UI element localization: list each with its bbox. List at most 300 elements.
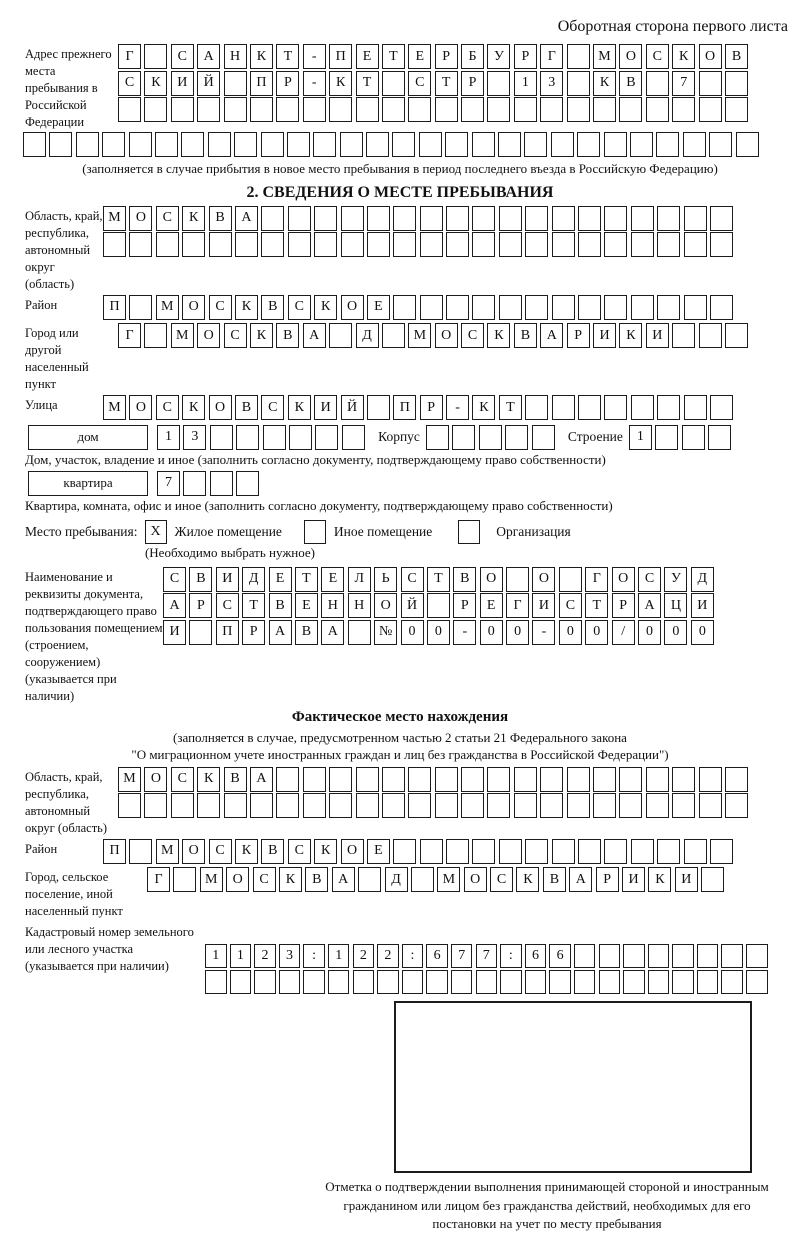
char-cell: Р [435,44,458,69]
char-cell [236,425,259,450]
char-cell [420,839,443,864]
char-cell [313,132,336,157]
char-cell [631,232,654,257]
char-cell: Н [348,593,371,618]
char-cell: К [314,295,337,320]
char-cell [472,295,495,320]
char-cell [525,206,548,231]
char-cell [593,97,616,122]
document-block [0,567,800,705]
char-cell [646,793,669,818]
char-cell [382,323,405,348]
char-cell [287,132,310,157]
char-cell [672,970,694,994]
char-cell: Е [367,839,390,864]
char-cell [697,970,719,994]
char-cell [623,970,645,994]
cadastral-label: Кадастровый номер земельного или лесного участка (указывается при наличии) [25,925,194,973]
char-cell: 6 [549,944,571,968]
checkbox-zhiloe: X [145,520,167,544]
prev-address-rows [118,44,751,124]
char-cell [452,425,475,450]
char-cell [235,232,258,257]
char-cell [382,71,405,96]
char-cell [276,793,299,818]
char-cell [144,97,167,122]
char-cell: Б [461,44,484,69]
char-cell [514,793,537,818]
char-cell [103,232,126,257]
char-cell: И [646,323,669,348]
char-cell: 0 [480,620,503,645]
char-cell: 3 [183,425,206,450]
char-cell [540,767,563,792]
char-cell [353,970,375,994]
char-cell [736,132,759,157]
char-cell: С [288,839,311,864]
confirmation-caption: Отметка о подтверждении выполнения принимающей стороной и иностранным гражданином или лицом без гражданства действий, необходимых для его постановки на учет по месту пребывания [325,1179,769,1231]
char-cell [721,970,743,994]
char-cell: Р [596,867,619,892]
cell-row [103,395,736,420]
stay-type-row [0,520,800,544]
char-cell [171,97,194,122]
char-cell [472,132,495,157]
char-cell [144,44,167,69]
city-label: Город или другой населенный пункт [25,326,89,391]
section2-header: 2. СВЕДЕНИЯ О МЕСТЕ ПРЕБЫВАНИЯ [246,183,554,201]
char-cell: В [209,206,232,231]
char-cell [710,295,733,320]
char-cell [102,132,125,157]
char-cell: В [619,71,642,96]
char-cell [144,323,167,348]
char-cell: И [593,323,616,348]
char-cell: Й [341,395,364,420]
char-cell [392,132,415,157]
char-cell [725,793,748,818]
char-cell: Ц [664,593,687,618]
char-cell: Г [118,44,141,69]
char-cell [684,232,707,257]
char-cell [672,793,695,818]
region-label: Область, край, республика, автономный округ (область) [25,208,103,291]
char-cell [619,97,642,122]
actual-district-label: Район [25,841,58,856]
char-cell [263,425,286,450]
char-cell [721,944,743,968]
char-cell [604,232,627,257]
actual-district-block [0,839,800,866]
char-cell [672,944,694,968]
option-zhiloe-label: Жилое помещение [174,523,282,539]
char-cell: К [182,206,205,231]
char-cell: - [453,620,476,645]
cell-row [118,97,751,122]
char-cell: 1 [328,944,350,968]
cell-row [118,44,751,69]
region-rows [103,206,736,259]
cell-row [163,567,717,592]
char-cell: 0 [585,620,608,645]
char-cell [567,97,590,122]
char-cell [261,232,284,257]
char-cell [499,839,522,864]
char-cell: Д [242,567,265,592]
char-cell [356,793,379,818]
char-cell: И [532,593,555,618]
char-cell [210,471,233,496]
char-cell: 0 [506,620,529,645]
cell-row [118,323,751,348]
char-cell: О [226,867,249,892]
char-cell [567,767,590,792]
char-cell [631,206,654,231]
char-cell: О [182,839,205,864]
char-cell [567,44,590,69]
char-cell: Н [224,44,247,69]
char-cell [578,839,601,864]
char-cell [648,944,670,968]
char-cell [701,867,724,892]
char-cell [525,395,548,420]
char-cell [348,620,371,645]
char-cell [315,425,338,450]
char-cell [578,206,601,231]
char-cell [684,295,707,320]
char-cell [559,567,582,592]
char-cell [656,132,679,157]
char-cell: С [408,71,431,96]
char-cell: К [672,44,695,69]
char-cell [657,839,680,864]
char-cell: К [487,323,510,348]
char-cell [630,132,653,157]
district-block [0,295,800,322]
char-cell [23,132,46,157]
char-cell [303,793,326,818]
char-cell: Г [506,593,529,618]
char-cell: В [189,567,212,592]
char-cell [499,206,522,231]
char-cell [623,944,645,968]
char-cell [725,97,748,122]
stroenie-label: Строение [567,429,623,444]
stay-type-label: Место пребывания: [25,523,138,539]
char-cell [393,232,416,257]
char-cell: 1 [205,944,227,968]
char-cell [426,425,449,450]
char-cell: Д [691,567,714,592]
char-cell [479,425,502,450]
char-cell [446,232,469,257]
char-cell [234,132,257,157]
char-cell: 3 [540,71,563,96]
char-cell [574,970,596,994]
char-cell: О [464,867,487,892]
char-cell: С [118,71,141,96]
char-cell [549,970,571,994]
checkbox-inoe [304,520,326,544]
char-cell: С [253,867,276,892]
char-cell [303,767,326,792]
char-cell [411,867,434,892]
char-cell [725,767,748,792]
char-cell [604,132,627,157]
char-cell [435,97,458,122]
char-cell: 7 [451,944,473,968]
char-cell [314,206,337,231]
cell-row [23,132,762,157]
char-cell [708,425,731,450]
char-cell: А [540,323,563,348]
char-cell: Т [382,44,405,69]
korpus-cells [426,425,558,450]
char-cell [672,323,695,348]
char-cell [577,132,600,157]
document-rows [163,567,717,647]
char-cell [367,232,390,257]
confirmation-stamp-box [394,1001,752,1173]
char-cell: О [129,395,152,420]
char-cell: В [725,44,748,69]
char-cell: С [209,295,232,320]
char-cell: В [295,620,318,645]
char-cell: - [303,71,326,96]
char-cell: Т [295,567,318,592]
char-cell [461,97,484,122]
city-block [0,323,800,393]
char-cell: О [341,839,364,864]
char-cell [599,944,621,968]
cadastral-block [0,922,800,995]
checkbox-organizacia [458,520,480,544]
char-cell [382,767,405,792]
char-cell: Т [276,44,299,69]
char-cell [426,970,448,994]
char-cell: 6 [525,944,547,968]
char-cell: Г [540,44,563,69]
char-cell [329,767,352,792]
actual-region-block [0,767,800,837]
char-cell [655,425,678,450]
char-cell [254,970,276,994]
actual-location-header: Фактическое место нахождения [291,708,509,725]
apartment-box: квартира [28,471,148,496]
char-cell [567,71,590,96]
char-cell [328,970,350,994]
char-cell [144,793,167,818]
char-cell: Р [514,44,537,69]
page-title: Оборотная сторона первого листа [557,18,788,35]
char-cell: В [224,767,247,792]
char-cell [276,767,299,792]
prev-address-block [0,44,800,131]
char-cell [525,232,548,257]
char-cell [356,97,379,122]
char-cell [657,295,680,320]
char-cell: Т [356,71,379,96]
char-cell: Р [276,71,299,96]
char-cell [540,97,563,122]
char-cell [684,395,707,420]
char-cell [532,425,555,450]
char-cell [197,97,220,122]
char-cell [657,232,680,257]
char-cell [525,295,548,320]
char-cell: С [216,593,239,618]
apartment-cells [157,471,263,496]
char-cell: О [532,567,555,592]
char-cell: С [490,867,513,892]
char-cell [129,839,152,864]
char-cell: 7 [476,944,498,968]
cadastral-rows [205,922,771,995]
char-cell [746,944,768,968]
char-cell: В [543,867,566,892]
char-cell: 0 [638,620,661,645]
actual-city-label: Город, сельское поселение, иной населенный пункт [25,870,123,918]
char-cell: М [118,767,141,792]
char-cell [427,593,450,618]
char-cell [393,295,416,320]
char-cell: : [500,944,522,968]
cell-row [163,620,717,645]
char-cell [699,71,722,96]
cell-row [103,206,736,231]
char-cell: № [374,620,397,645]
char-cell [288,232,311,257]
char-cell: А [269,620,292,645]
char-cell [276,97,299,122]
char-cell [289,425,312,450]
char-cell: 2 [353,944,375,968]
char-cell [329,97,352,122]
char-cell: К [250,323,273,348]
char-cell: Р [242,620,265,645]
char-cell: К [329,71,352,96]
char-cell [445,132,468,157]
char-cell [487,97,510,122]
char-cell: К [250,44,273,69]
char-cell [303,970,325,994]
char-cell [604,839,627,864]
char-cell: Д [385,867,408,892]
char-cell: О [480,567,503,592]
char-cell: О [435,323,458,348]
char-cell [461,767,484,792]
char-cell [382,793,405,818]
char-cell: Е [408,44,431,69]
char-cell [341,206,364,231]
char-cell: А [235,206,258,231]
char-cell: К [144,71,167,96]
char-cell: У [487,44,510,69]
char-cell: / [612,620,635,645]
char-cell: П [103,839,126,864]
char-cell [419,132,442,157]
char-cell [367,206,390,231]
char-cell: 2 [377,944,399,968]
char-cell [210,425,233,450]
char-cell [710,206,733,231]
char-cell: Г [118,323,141,348]
char-cell: А [321,620,344,645]
char-cell: И [163,620,186,645]
char-cell [420,295,443,320]
char-cell [498,132,521,157]
char-cell [476,970,498,994]
char-cell [499,295,522,320]
char-cell: Т [435,71,458,96]
char-cell: И [691,593,714,618]
char-cell: О [612,567,635,592]
char-cell [314,232,337,257]
char-cell: Р [189,593,212,618]
house-note: Дом, участок, владение и иное (заполнить согласно документу, подтверждающему право собственности) [25,451,606,467]
char-cell: Т [499,395,522,420]
char-cell [487,71,510,96]
char-cell [514,767,537,792]
char-cell [552,295,575,320]
char-cell [631,295,654,320]
char-cell [446,206,469,231]
char-cell [604,295,627,320]
cell-row [147,867,728,892]
char-cell: С [559,593,582,618]
char-cell: Д [356,323,379,348]
cell-row [118,71,751,96]
char-cell [461,793,484,818]
char-cell: В [269,593,292,618]
char-cell [181,132,204,157]
char-cell [197,793,220,818]
char-cell: О [209,395,232,420]
char-cell: О [374,593,397,618]
char-cell [552,206,575,231]
cell-row [103,232,736,257]
option-inoe-label: Иное помещение [333,523,433,539]
char-cell [593,767,616,792]
char-cell [710,395,733,420]
char-cell: М [156,839,179,864]
char-cell: У [664,567,687,592]
char-cell: О [129,206,152,231]
char-cell: А [638,593,661,618]
char-cell: С [646,44,669,69]
char-cell: И [171,71,194,96]
char-cell [619,793,642,818]
house-row [0,425,800,450]
char-cell: С [261,395,284,420]
cell-row [118,767,751,792]
char-cell [710,839,733,864]
char-cell: И [622,867,645,892]
char-cell [156,232,179,257]
cell-row [205,970,771,994]
char-cell [408,97,431,122]
char-cell: 0 [427,620,450,645]
char-cell: Е [480,593,503,618]
char-cell [551,132,574,157]
char-cell: 0 [401,620,424,645]
char-cell [420,206,443,231]
char-cell: В [276,323,299,348]
char-cell: Р [567,323,590,348]
char-cell [552,839,575,864]
char-cell [682,425,705,450]
char-cell: 3 [279,944,301,968]
